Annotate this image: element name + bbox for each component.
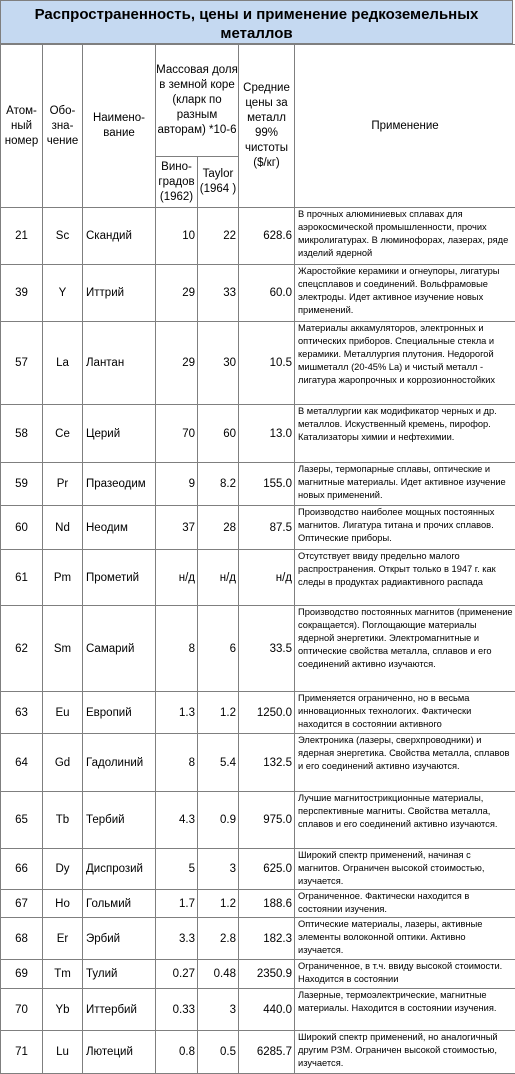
application-cell (295, 463, 515, 506)
symbol-cell: Sm (43, 606, 83, 692)
application-text: Производство наиболее мощных постоянных магнитов. Лигатура титана и прочих сплавов. Оптические приборы. (298, 506, 513, 547)
table-row (1, 849, 515, 890)
table-row (1, 960, 515, 989)
application-text: Отсутствует ввиду предельно малого распространения. Открыт только в 1947 г. как следы в продуктах радиактивного распада (298, 550, 513, 603)
name-cell: Европий (83, 692, 156, 734)
table-row (1, 265, 515, 322)
atomic-number-cell: 21 (1, 208, 43, 265)
application-cell (295, 322, 515, 405)
table-row (1, 606, 515, 692)
atomic-number-cell: 67 (1, 890, 43, 918)
vinogradov-cell: 0.27 (156, 960, 198, 989)
atomic-number-cell: 58 (1, 405, 43, 463)
taylor-cell: 22 (198, 208, 239, 265)
price-cell: 6285.7 (239, 1031, 295, 1074)
atomic-number-cell: 64 (1, 734, 43, 792)
table-row (1, 322, 515, 405)
name-cell: Диспрозий (83, 849, 156, 890)
symbol-cell: Nd (43, 506, 83, 550)
table-row (1, 506, 515, 550)
name-cell: Празеодим (83, 463, 156, 506)
header-symbol: Обо-зна-чение (43, 45, 83, 208)
symbol-cell: Tb (43, 792, 83, 849)
taylor-cell: 3 (198, 989, 239, 1031)
taylor-cell: 28 (198, 506, 239, 550)
table-row (1, 463, 515, 506)
application-cell (295, 405, 515, 463)
application-cell (295, 792, 515, 849)
atomic-number-cell: 69 (1, 960, 43, 989)
name-cell: Неодим (83, 506, 156, 550)
name-cell: Иттрий (83, 265, 156, 322)
header-taylor: Taylor (1964 ) (198, 157, 239, 208)
vinogradov-cell: 3.3 (156, 918, 198, 960)
name-cell: Тулий (83, 960, 156, 989)
name-cell: Гольмий (83, 890, 156, 918)
taylor-cell: 0.9 (198, 792, 239, 849)
price-cell: 625.0 (239, 849, 295, 890)
table-row (1, 734, 515, 792)
application-cell (295, 918, 515, 960)
application-text: Электроника (лазеры, сверхпроводники) и ядерная энергетика. Свойства металла, сплавов и его соединений активно изучаются. (298, 734, 513, 789)
price-cell: 182.3 (239, 918, 295, 960)
price-cell: 628.6 (239, 208, 295, 265)
symbol-cell: Pr (43, 463, 83, 506)
symbol-cell: Pm (43, 550, 83, 606)
taylor-cell: 1.2 (198, 890, 239, 918)
price-cell: 155.0 (239, 463, 295, 506)
vinogradov-cell: 5 (156, 849, 198, 890)
vinogradov-cell: 8 (156, 606, 198, 692)
atomic-number-cell: 62 (1, 606, 43, 692)
application-text: Производство постоянных магнитов (применение сокращается). Поглощающие материалы ядерной энергетики. Электромагнитные и оптические свойства металла, сплавов и его соединений активно изучаются. (298, 606, 513, 689)
table-row (1, 989, 515, 1031)
header-atomic-number: Атом-ный номер (1, 45, 43, 208)
price-cell: н/д (239, 550, 295, 606)
vinogradov-cell: 1.7 (156, 890, 198, 918)
symbol-cell: Yb (43, 989, 83, 1031)
vinogradov-cell: 29 (156, 265, 198, 322)
taylor-cell: 1.2 (198, 692, 239, 734)
taylor-cell: 0.48 (198, 960, 239, 989)
name-cell: Лантан (83, 322, 156, 405)
vinogradov-cell: 9 (156, 463, 198, 506)
atomic-number-cell: 39 (1, 265, 43, 322)
price-cell: 188.6 (239, 890, 295, 918)
atomic-number-cell: 59 (1, 463, 43, 506)
application-cell (295, 989, 515, 1031)
symbol-cell: Ho (43, 890, 83, 918)
taylor-cell: н/д (198, 550, 239, 606)
atomic-number-cell: 68 (1, 918, 43, 960)
table-row (1, 692, 515, 734)
atomic-number-cell: 57 (1, 322, 43, 405)
price-cell: 132.5 (239, 734, 295, 792)
vinogradov-cell: 37 (156, 506, 198, 550)
taylor-cell: 3 (198, 849, 239, 890)
application-text: Материалы аккамуляторов, электронных и оптических приборов. Специальные стекла и керамики. Металлургия плутония. Недорогой мишметалл (20-45% La) и чистый металл - лигатура жаропрочных и коррозионностойких (298, 322, 513, 402)
symbol-cell: Ce (43, 405, 83, 463)
application-text: Ограниченное. Фактически находится в состоянии изучения. (298, 890, 513, 915)
vinogradov-cell: 70 (156, 405, 198, 463)
symbol-cell: Sc (43, 208, 83, 265)
name-cell: Гадолиний (83, 734, 156, 792)
price-cell: 10.5 (239, 322, 295, 405)
name-cell: Скандий (83, 208, 156, 265)
table-row (1, 550, 515, 606)
name-cell: Лютеций (83, 1031, 156, 1074)
rare-earth-table (0, 44, 515, 1074)
taylor-cell: 0.5 (198, 1031, 239, 1074)
price-cell: 975.0 (239, 792, 295, 849)
price-cell: 1250.0 (239, 692, 295, 734)
taylor-cell: 2.8 (198, 918, 239, 960)
header-vinogradov: Вино-градов (1962) (156, 157, 198, 208)
symbol-cell: Y (43, 265, 83, 322)
application-cell (295, 265, 515, 322)
atomic-number-cell: 63 (1, 692, 43, 734)
name-cell: Церий (83, 405, 156, 463)
application-cell (295, 208, 515, 265)
table-title: Распространенность, цены и применение редкоземельных металлов (0, 0, 513, 44)
application-cell (295, 1031, 515, 1074)
vinogradov-cell: 10 (156, 208, 198, 265)
atomic-number-cell: 70 (1, 989, 43, 1031)
name-cell: Тербий (83, 792, 156, 849)
application-text: Ограниченное, в т.ч. ввиду высокой стоимости. Находится в состоянии (298, 960, 513, 986)
header-name: Наимено-вание (83, 45, 156, 208)
symbol-cell: Er (43, 918, 83, 960)
vinogradov-cell: 0.8 (156, 1031, 198, 1074)
application-cell (295, 960, 515, 989)
atomic-number-cell: 66 (1, 849, 43, 890)
name-cell: Самарий (83, 606, 156, 692)
application-text: Лучшие магнитострикционные материалы, перспективные магниты. Свойства металла, сплавов и его соединений активно изучаются. (298, 792, 513, 846)
application-text: В металлургии как модификатор черных и др. металлов. Искуственный кремень, пирофор. Катализаторы химии и нефтехимии. (298, 405, 513, 460)
price-cell: 2350.9 (239, 960, 295, 989)
application-text: Лазеры, термопарные сплавы, оптические и магнитные материалы. Идет активное изучение новых применений. (298, 463, 513, 503)
vinogradov-cell: 8 (156, 734, 198, 792)
taylor-cell: 30 (198, 322, 239, 405)
application-text: Жаростойкие керамики и огнеупоры, лигатуры спецсплавов и соединений. Вольфрамовые электроды. Идет активное изучение новых применений. (298, 265, 513, 319)
taylor-cell: 33 (198, 265, 239, 322)
table-body (1, 208, 515, 1074)
symbol-cell: Gd (43, 734, 83, 792)
application-text: Лазерные, термоэлектрические, магнитные материалы. Находится в состоянии изучения. (298, 989, 513, 1028)
application-cell (295, 506, 515, 550)
vinogradov-cell: 29 (156, 322, 198, 405)
taylor-cell: 8.2 (198, 463, 239, 506)
taylor-cell: 6 (198, 606, 239, 692)
application-text: Широкий спектр применений, начиная с магнитов. Ограничен высокой стоимостью, изучается. (298, 849, 513, 887)
application-text: В прочных алюминиевых сплавах для аэрокосмической промышленности, прочих микролигатурах. В люминофорах, лазерах, ряде изделий ядерной (298, 208, 513, 262)
table-row (1, 792, 515, 849)
header-application: Применение (295, 45, 515, 208)
vinogradov-cell: 4.3 (156, 792, 198, 849)
application-cell (295, 606, 515, 692)
symbol-cell: La (43, 322, 83, 405)
table-row (1, 208, 515, 265)
header-price: Средние цены за металл 99% чистоты ($/кг) (239, 45, 295, 208)
application-text: Оптические материалы, лазеры, активные элементы волоконной оптики. Активно изучается. (298, 918, 513, 957)
atomic-number-cell: 71 (1, 1031, 43, 1074)
price-cell: 60.0 (239, 265, 295, 322)
name-cell: Эрбий (83, 918, 156, 960)
application-cell (295, 890, 515, 918)
vinogradov-cell: 1.3 (156, 692, 198, 734)
vinogradov-cell: 0.33 (156, 989, 198, 1031)
name-cell: Прометий (83, 550, 156, 606)
table-row (1, 918, 515, 960)
name-cell: Иттербий (83, 989, 156, 1031)
table-row (1, 890, 515, 918)
table-row (1, 1031, 515, 1074)
table-row (1, 405, 515, 463)
price-cell: 440.0 (239, 989, 295, 1031)
application-cell (295, 692, 515, 734)
symbol-cell: Tm (43, 960, 83, 989)
application-cell (295, 550, 515, 606)
price-cell: 33.5 (239, 606, 295, 692)
application-text: Широкий спектр применений, но аналогичный другим РЗМ. Ограничен высокой стоимостью, изучается. (298, 1031, 513, 1071)
symbol-cell: Dy (43, 849, 83, 890)
atomic-number-cell: 65 (1, 792, 43, 849)
header-mass-fraction: Массовая доля в земной коре (кларк по разным авторам) *10-6 (156, 45, 239, 157)
vinogradov-cell: н/д (156, 550, 198, 606)
application-text: Применяется ограниченно, но в весьма инновационных технологих. Фактически находится в состоянии активного (298, 692, 513, 731)
taylor-cell: 5.4 (198, 734, 239, 792)
application-cell (295, 849, 515, 890)
price-cell: 87.5 (239, 506, 295, 550)
atomic-number-cell: 60 (1, 506, 43, 550)
taylor-cell: 60 (198, 405, 239, 463)
atomic-number-cell: 61 (1, 550, 43, 606)
application-cell (295, 734, 515, 792)
price-cell: 13.0 (239, 405, 295, 463)
symbol-cell: Lu (43, 1031, 83, 1074)
symbol-cell: Eu (43, 692, 83, 734)
